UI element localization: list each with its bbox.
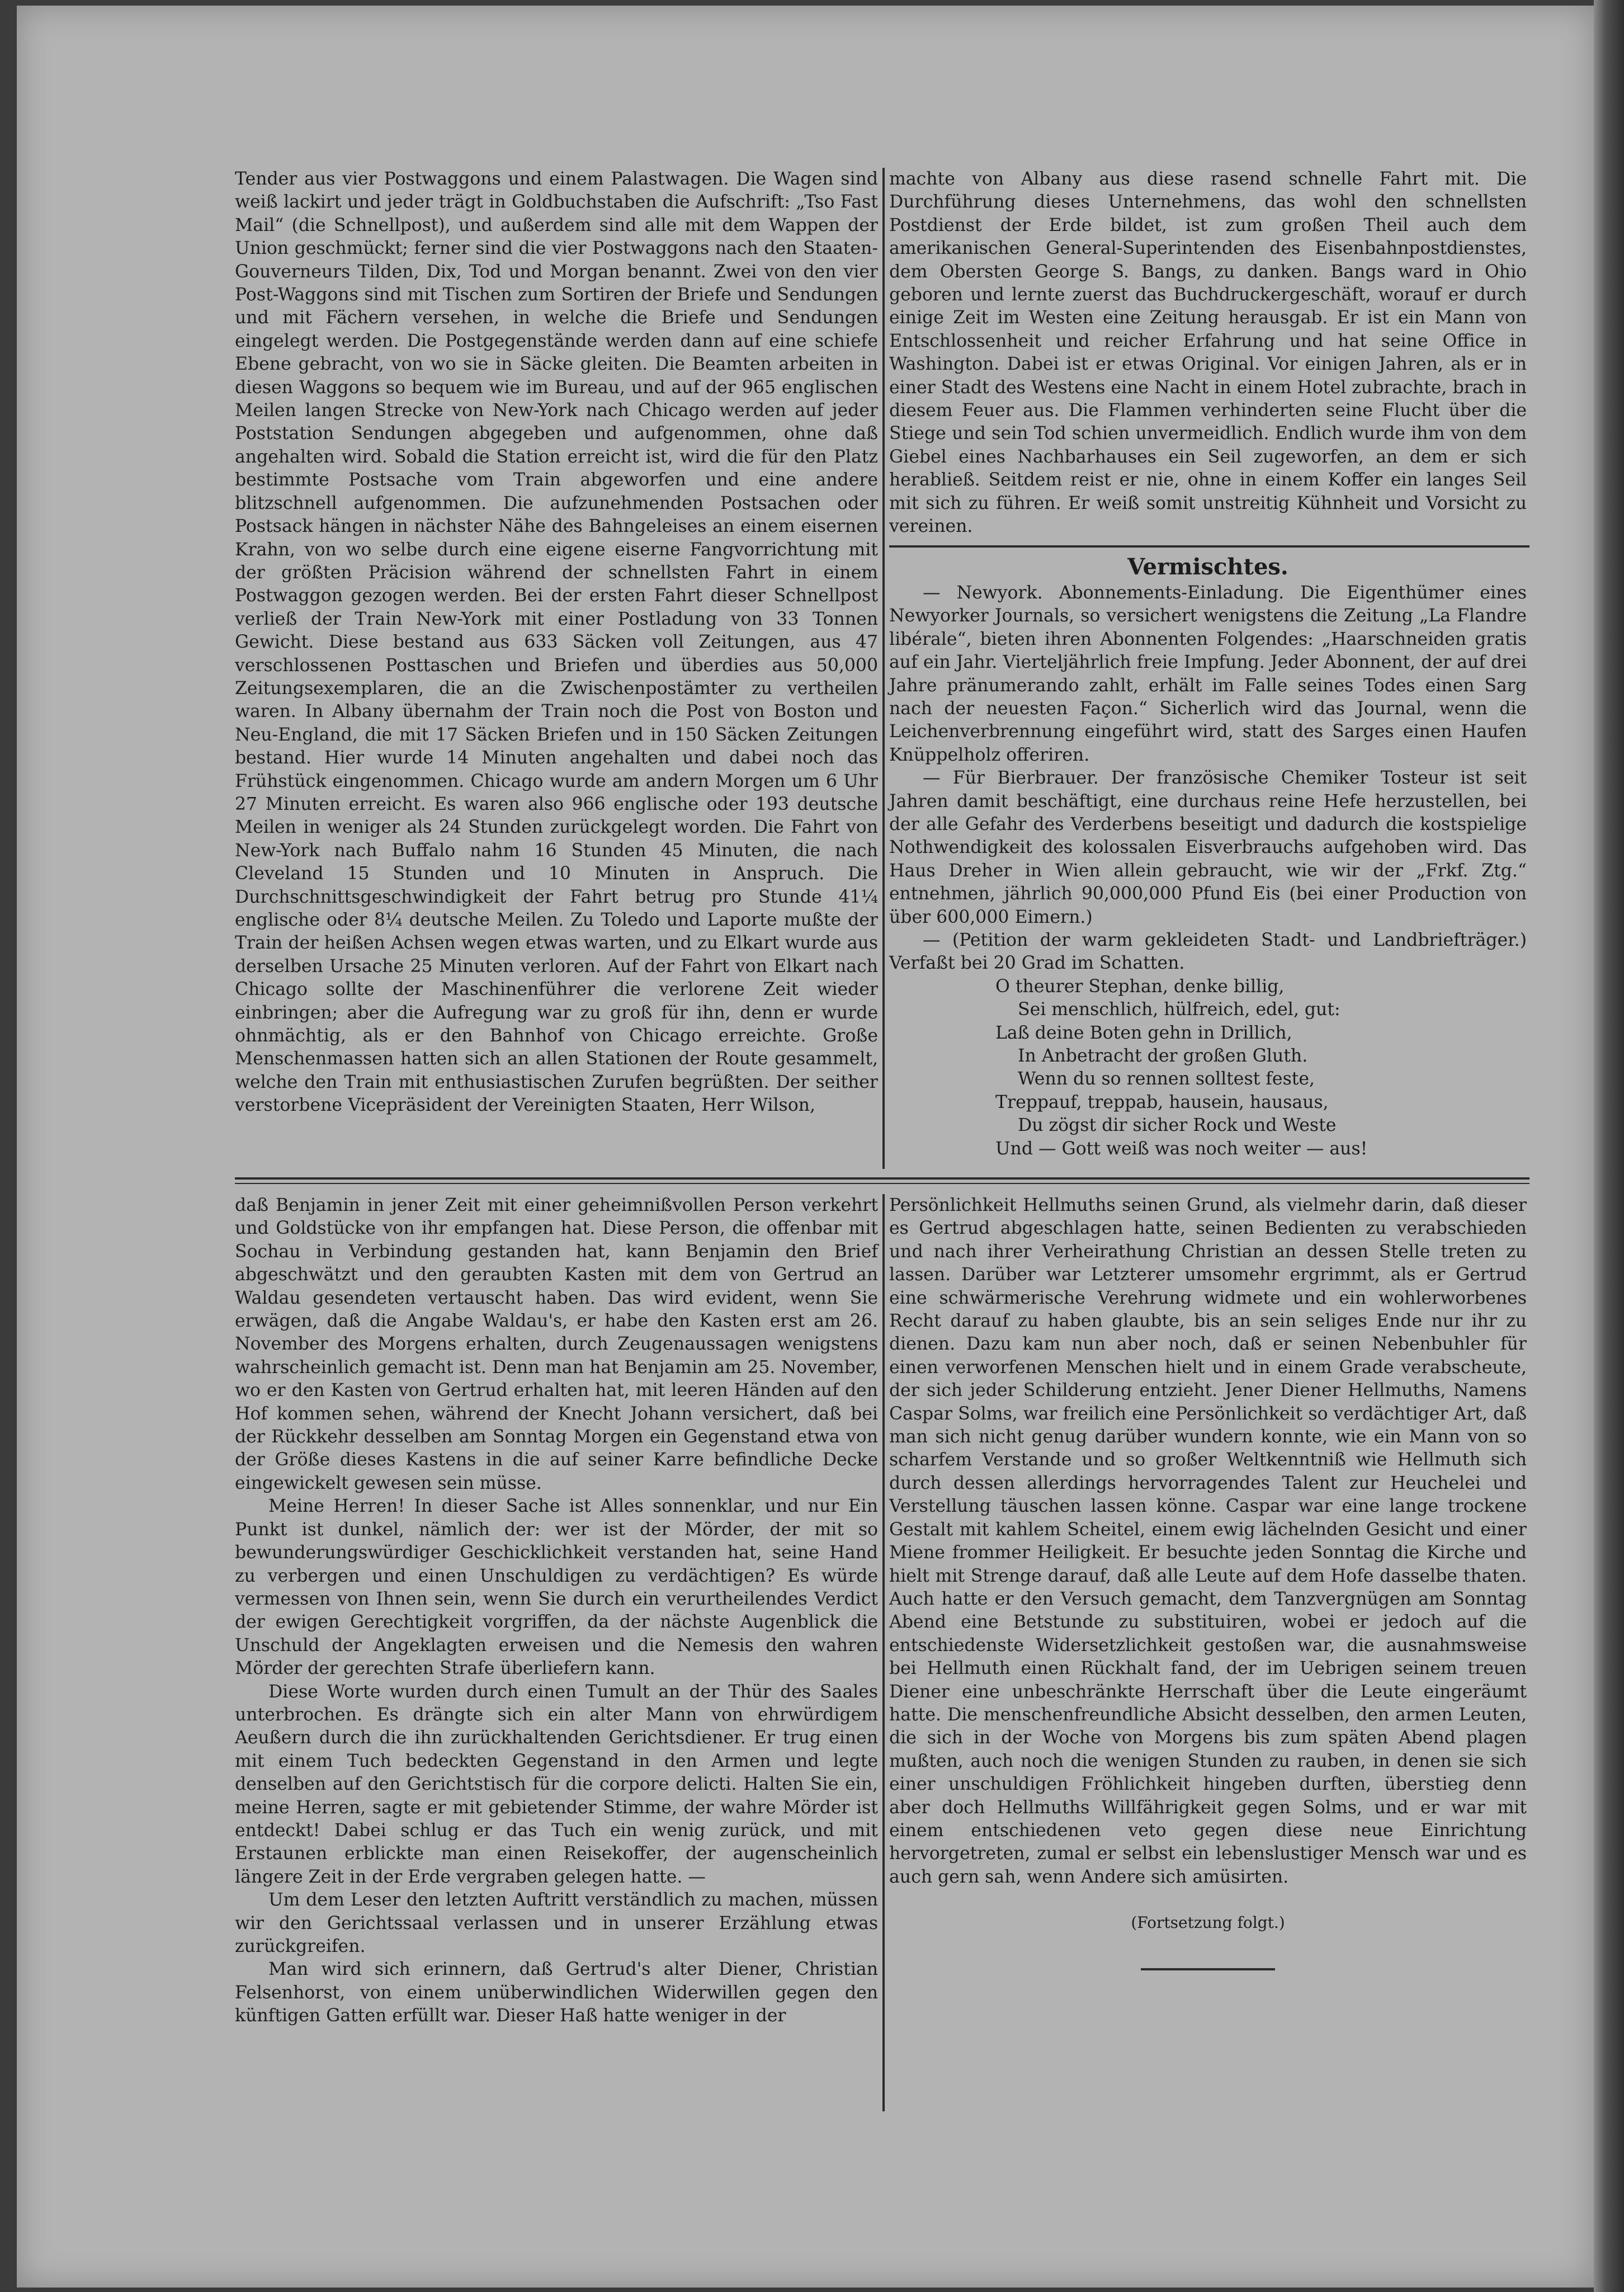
section-divider-thin bbox=[235, 1183, 1529, 1184]
paragraph: Man wird sich erinnern, daß Gertrud's alter Diener, Christian Felsenhorst, von einem unüberwindlichen Widerwillen gegen den künftigen Gatten erfüllt war. Dieser Haß hatte weniger in der bbox=[235, 1959, 878, 2026]
feuilleton-column-1 bbox=[235, 1194, 878, 2028]
news-item-newyork: — Newyork. Abonnements-Einladung. Die Eigenthümer eines Newyorker Journals, so versichert wenigstens die Zeitung „La Flandre libérale“, bieten ihren Abonnenten Folgendes: „Haarschneiden gratis auf ein Jahr. Vierteljährlich freie Impfung. Jeder Abonnent, der auf drei Jahre pränumerando zahlt, erhält im Falle seines Todes einen Sarg nach der neuesten Façon.“ Sicherlich wird das Journal, wenn die Leichenverbrennung eingeführt wird, statt des Sarges einen Haufen Knüppelholz offeriren. bbox=[889, 582, 1527, 765]
paragraph: Tender aus vier Postwaggons und einem Palastwagen. Die Wagen sind weiß lackirt und jeder trägt in Goldbuchstaben die Aufschrift: „Tso Fast Mail“ (die Schnellpost), und außerdem sind alle mit dem Wappen der Union geschmückt; ferner sind die vier Postwaggons nach den Staaten-Gouverneurs Tilden, Dix, Tod und Morgan benannt. Zwei von den vier Post-Waggons sind mit Tischen zum Sortiren der Briefe und Sendungen und mit Fächern versehen, in welche die Briefe und Sendungen eingelegt werden. Die Postgegenstände werden dann auf eine schiefe Ebene gebracht, von wo sie in Säcke gleiten. Die Beamten arbeiten in diesen Waggons so bequem wie im Bureau, und auf der 965 englischen Meilen langen Strecke von New-York nach Chicago werden auf jeder Poststation Sendungen abgegeben und aufgenommen, ohne daß angehalten wird. Sobald die Station erreicht ist, wird die für den Platz bestimmte Postsache vom Train abgeworfen und eine andere blitzschnell aufgenommen. Die aufzunehmenden Postsachen oder Postsack hängen in nächster Nähe des Bahngeleises an einem eisernen Krahn, von wo selbe durch eine eigene eiserne Fangvorrichtung mit der größten Präcision während der schnellsten Fahrt in einem Postwaggon gezogen werden. Bei der ersten Fahrt dieser Schnellpost verließ der Train New-York mit einer Postladung von 33 Tonnen Gewicht. Diese bestand aus 633 Säcken voll Zeitungen, aus 47 verschlossenen Posttaschen und Briefen und überdies aus 50,000 Zeitungsexemplaren, die an die Zwischenpostämter zu vertheilen waren. In Albany übernahm der Train noch die Post von Boston und Neu-England, die mit 17 Säcken Briefen und in 150 Säcken Zeitungen bestand. Hier wurde 14 Minuten angehalten und dabei noch das Frühstück eingenommen. Chicago wurde am andern Morgen um 6 Uhr 27 Minuten erreicht. Es waren also 966 englische oder 193 deutsche Meilen in weniger als 24 Stunden zurückgelegt worden. Die Fahrt von New-York nach Buffalo nahm 16 Stunden 45 Minuten, die nach Cleveland 15 Stunden und 10 Minuten in Anspruch. Die Durchschnittsgeschwindigkeit der Fahrt betrug pro Stunde 41¼ englische oder 8¼ deutsche Meilen. Zu Toledo und Laporte mußte der Train der heißen Achsen wegen etwas warten, und zu Elkart wurde aus derselben Ursache 25 Minuten verloren. Auf der Fahrt von Elkart nach Chicago sollte der Maschinenführer die verlorene Zeit wieder einbringen; aber die Aufregung war zu groß für ihn, denn er wurde ohnmächtig, als er den Bahnhof von Chicago erreichte. Große Menschenmassen hatten sich an allen Stationen der Route gesammelt, welche den Train mit enthusiastischen Zurufen begrüßten. Der seither verstorbene Vicepräsident der Vereinigten Staaten, Herr Wilson, bbox=[235, 169, 878, 1116]
poem-line: Laß deine Boten gehn in Drillich, bbox=[995, 1022, 1292, 1043]
poem-line: In Anbetracht der großen Gluth. bbox=[1018, 1046, 1308, 1067]
section-divider bbox=[235, 1177, 1529, 1180]
news-item-petition: — (Petition der warm gekleideten Stadt- und Landbriefträger.) Verfaßt bei 20 Grad im Schatten. bbox=[889, 930, 1527, 974]
article-column-2 bbox=[889, 168, 1527, 1161]
poem-line: Treppauf, treppab, hausein, hausaus, bbox=[995, 1092, 1329, 1112]
article-column-1 bbox=[235, 168, 878, 1117]
paragraph: daß Benjamin in jener Zeit mit einer geheimnißvollen Person verkehrt und Goldstücke von ihr empfangen hat. Diese Person, die offenbar mit Sochau in Verbindung gestanden hat, kann Benjamin den Brief abgeschwätzt und den geraubten Kasten mit dem von Gertrud an Waldau gesendeten vertauscht haben. Das wird evident, wenn Sie erwägen, daß die Angabe Waldau's, er habe den Kasten erst am 26. November des Morgens erhalten, durch Zeugenaussagen wenigstens wahrscheinlich gemacht ist. Denn man hat Benjamin am 25. November, wo er den Kasten von Gertrud erhalten hat, mit leeren Händen auf den Hof kommen sehen, während der Knecht Johann versichert, daß bei der Rückkehr desselben am Sonntag Morgen ein Gegenstand etwa von der Größe dieses Kastens in die auf seiner Karre befindliche Decke eingewickelt gewesen sein müsse. bbox=[235, 1195, 878, 1493]
poem-line: Und — Gott weiß was noch weiter — aus! bbox=[995, 1138, 1368, 1159]
paragraph: Diese Worte wurden durch einen Tumult an der Thür des Saales unterbrochen. Es drängte sich ein alter Mann von ehrwürdigem Aeußern durch die ihn zurückhaltenden Gerichtsdiener. Er trug einen mit einem Tuch bedeckten Gegenstand in den Armen und legte denselben auf den Gerichtstisch für die corpore delicti. Halten Sie ein, meine Herren, sagte er mit gebietender Stimme, der wahre Mörder ist entdeckt! Dabei schlug er das Tuch ein wenig zurück, und mit Erstaunen erblickte man einen Reisekoffer, der augenscheinlich längere Zeit in der Erde vergraben gelegen hatte. — bbox=[235, 1681, 878, 1887]
poem-line: Sei menschlich, hülfreich, edel, gut: bbox=[1018, 999, 1340, 1020]
end-rule bbox=[1141, 1968, 1275, 1970]
poem-line: O theurer Stephan, denke billig, bbox=[995, 976, 1285, 997]
continuation-note: (Fortsetzung folgt.) bbox=[1131, 1913, 1285, 1932]
paragraph: Um dem Leser den letzten Auftritt verständlich zu machen, müssen wir den Gerichtssaal verlassen und in unserer Erzählung etwas zurückgreifen. bbox=[235, 1890, 878, 1956]
poem-line: Du zögst dir sicher Rock und Weste bbox=[1018, 1115, 1337, 1136]
vermischtes-heading: Vermischtes. bbox=[1127, 553, 1288, 580]
paragraph: Meine Herren! In dieser Sache ist Alles sonnenklar, und nur Ein Punkt ist dunkel, nämlich der: wer ist der Mörder, der mit so bewunderungswürdiger Geschicklichkeit verstanden hat, seine Hand zu verbergen und einen Unschuldigen zu verdächtigen? Es würde vermessen von Ihnen sein, wenn Sie durch ein verurtheilendes Verdict der ewigen Gerechtigkeit vorgriffen, da der nächste Augenblick die Unschuld der Angeklagten erweisen und die Nemesis den wahren Mörder der gerechten Strafe überliefern kann. bbox=[235, 1496, 878, 1679]
page-edge-shadow bbox=[1594, 0, 1624, 2292]
column-divider-top bbox=[882, 168, 885, 1169]
poem-line: Wenn du so rennen solltest feste, bbox=[1018, 1069, 1315, 1090]
news-item-bierbrauer: — Für Bierbrauer. Der französische Chemiker Tosteur ist seit Jahren damit beschäftigt, eine durchaus reine Hefe herzustellen, bei der alle Gefahr des Verderbens beseitigt und dadurch die kostspielige Nothwendigkeit des kolossalen Eisverbrauchs aufgehoben wird. Das Haus Dreher in Wien allein gebraucht, wie wir der „Frkf. Ztg.“ entnehmen, jährlich 90,000,000 Pfund Eis (bei einer Production von über 600,000 Eimern.) bbox=[889, 768, 1527, 927]
paragraph: Persönlichkeit Hellmuths seinen Grund, als vielmehr darin, daß dieser es Gertrud abgeschlagen hatte, seinen Bedienten zu verabschieden und nach ihrer Verheirathung Christian an dessen Stelle treten zu lassen. Darüber war Letzterer umsomehr ergrimmt, als er Gertrud eine schwärmerische Verehrung widmete und ein wohlerworbenes Recht darauf zu haben glaubte, bis an sein seliges Ende nur ihr zu dienen. Dazu kam nun aber noch, daß er seinen Nebenbuhler für einen verworfenen Menschen hielt und in einem Grade verabscheute, der sich jeder Schilderung entzieht. Jener Diener Hellmuths, Namens Caspar Solms, war freilich eine Persönlichkeit so verdächtiger Art, daß man sich nicht genug darüber wundern konnte, wie ein Mann von so scharfem Verstande und so großer Weltkenntniß wie Hellmuth sich durch dessen allerdings hervorragendes Talent zur Heuchelei und Verstellung täuschen lassen könne. Caspar war eine lange trockene Gestalt mit kahlem Scheitel, einem ewig lächelnden Gesicht und einer Miene frommer Heiligkeit. Er besuchte jeden Sonntag die Kirche und hielt mit Strenge darauf, daß alle Leute auf dem Hofe dasselbe thaten. Auch hatte er den Versuch gemacht, dem Tanzvergnügen am Sonntag Abend eine Betstunde zu substituiren, wobei er jedoch auf die entschiedenste Widersetzlichkeit gestoßen war, die ausnahmsweise bei Hellmuth einen Rückhalt fand, der im Uebrigen seinem treuen Diener eine unbeschränkte Herrschaft über die Leute eingeräumt hatte. Die menschenfreundliche Absicht desselben, den armen Leuten, die sich in der Woche von Morgens bis zum späten Abend plagen mußten, auch noch die wenigen Stunden zu rauben, in denen sie sich einer unschuldigen Fröhlichkeit hingeben durften, überstieg denn aber doch Hellmuths Willfährigkeit gegen Solms, und er war mit einem entschiedenen veto gegen diese neue Einrichtung hervorgetreten, zumal er selbst ein lebenslustiger Mensch war und es auch gern sah, wenn Andere sich amüsirten. bbox=[889, 1195, 1527, 1887]
feuilleton-column-2 bbox=[889, 1194, 1527, 1970]
petition-poem bbox=[889, 975, 1527, 1161]
paragraph: machte von Albany aus diese rasend schnelle Fahrt mit. Die Durchführung dieses Unternehmens, das wohl den schnellsten Postdienst der Erde bildet, ist zum großen Theil auch dem amerikanischen General-Superintenden des Eisenbahnpostdienstes, dem Obersten George S. Bangs, zu danken. Bangs ward in Ohio geboren und lernte zuerst das Buchdruckergeschäft, worauf er durch einige Zeit im Westen eine Zeitung herausgab. Er ist ein Mann von Entschlossenheit und reicher Erfahrung und hat seine Office in Washington. Dabei ist er etwas Original. Vor einigen Jahren, als er in einer Stadt des Westens eine Nacht in einem Hotel zubrachte, brach in diesem Feuer aus. Die Flammen verhinderten seine Flucht über die Stiege und sein Tod schien unvermeidlich. Endlich wurde ihm von dem Giebel eines Nachbarhauses ein Seil zugeworfen, an dem er sich herabließ. Seitdem reist er nie, ohne in einem Koffer ein langes Seil mit sich zu führen. Er weiß somit unstreitig Kühnheit und Vorsicht zu vereinen. bbox=[889, 169, 1527, 537]
column-divider-bottom bbox=[882, 1194, 885, 2111]
